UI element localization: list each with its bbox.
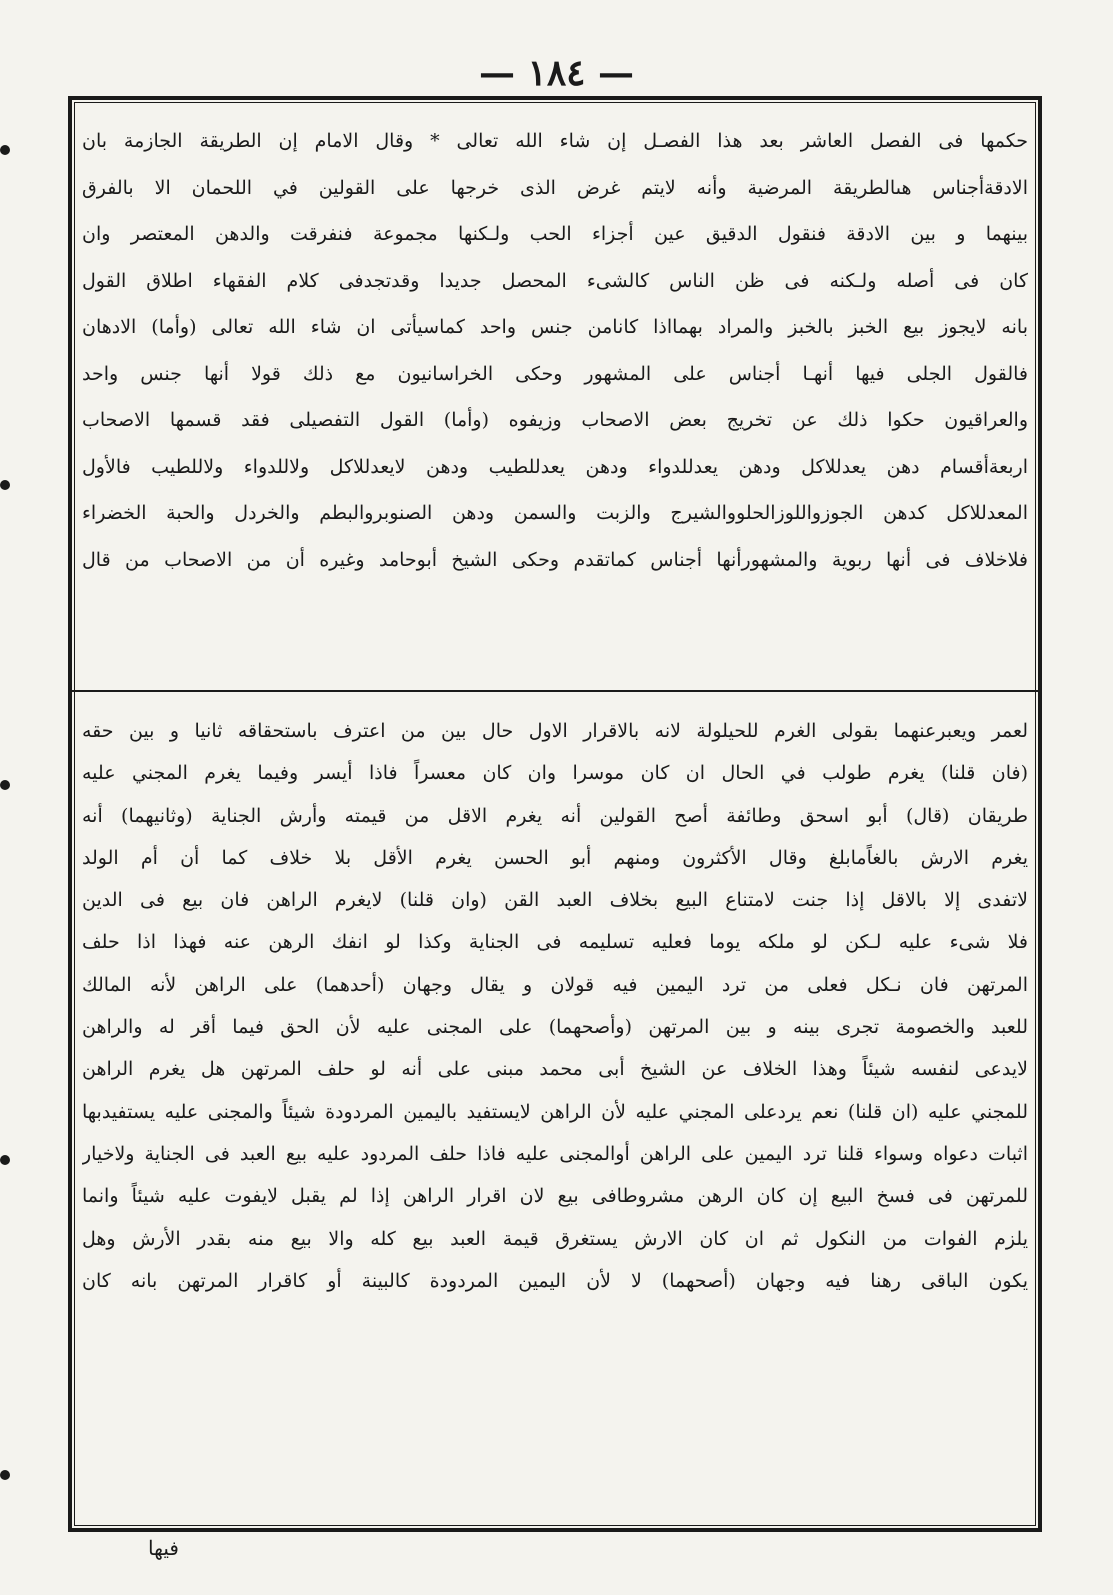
page-frame <box>68 96 1042 1532</box>
text-line: والعراقيون حكوا ذلك عن تخريج بعض الاصحاب وزيفوه (وأما) القول التفصيلى فقد قسمها الاصحاب <box>82 409 1028 431</box>
margin-mark <box>0 480 10 490</box>
text-line: فلا شىء عليه لـكن لو ملكه يوما فعليه تسليمه فى الجناية وكذا لو انفك الرهن عنه فهذا اذا حلف <box>82 931 1028 954</box>
text-line: الادقةأجناس هىالطريقة المرضية وأنه لايتم غرض الذى خرجها على القولين في اللحمان الا بالفرق <box>82 176 1028 199</box>
text-line: يغرم الارش بالغاًمابلغ وقال الأكثرون ومنهم أبو الحسن يغرم الأقل بلا خلاف كما أن أم الولد <box>82 846 1028 869</box>
text-line: المرتهن فان نـكل فعلى من ترد اليمين فيه قولان و يقال وجهان (أحدهما) على الراهن لأنه المالك <box>82 973 1028 996</box>
text-line: فلاخلاف فى أنها ربوية والمشهورأنها أجناس كماتقدم وحكى الشيخ أبوحامد وغيره أن من الاصحاب من قال <box>82 548 1028 571</box>
page-number: — ١٨٤ — <box>478 52 635 94</box>
text-line: (فان قلنا) يغرم طولب في الحال ان كان موسرا وان كان معسراً فاذا أيسر وفيما يغرم المجني عليه <box>82 762 1028 785</box>
text-line: بانه لايجوز بيع الخبز بالخبز والمراد بهمااذا كانامن جنس واحد كماسيأتى ان شاء الله تعالى (وأما) الادهان <box>82 316 1028 338</box>
catchword: فيها <box>148 1536 179 1560</box>
margin-mark <box>0 780 10 790</box>
text-line: للمرتهن فى فسخ البيع إن كان الرهن مشروطافى بيع لان اقرار الراهن إذا لم يقبل لايفوت عليه شيئاً وانما <box>82 1185 1028 1208</box>
text-line: فالقول الجلى فيها أنهـا أجناس على المشهور وحكى الخراسانيون مع ذلك قولا أنها جنس واحد <box>82 362 1028 385</box>
commentary-text-top <box>82 118 1028 678</box>
margin-mark <box>0 1155 10 1165</box>
text-line: للمجني عليه (ان قلنا) نعم يردعلى المجني عليه لأن الراهن لايستفيد باليمين المردودة شيئاً والمجنى عليه يستفيدبها <box>82 1100 1028 1123</box>
text-line: لعمر ويعبرعنهما بقولى الغرم للحيلولة لانه بالاقرار الاول حال بين من اعترف باستحقاقه ثانيا و بين حقه <box>82 720 1028 742</box>
text-line: للعبد والخصومة تجرى بينه و بين المرتهن (وأصحهما) على المجنى عليه لأن الحق فيما أقر له والراهن <box>82 1016 1028 1039</box>
text-line: اربعةأقسام دهن يعدللاكل ودهن يعدللدواء ودهن يعدللطيب ودهن لايعدللاكل ولاللدواء ولاللطيب فالأول <box>82 455 1028 478</box>
margin-mark <box>0 145 10 155</box>
text-line: بينهما و بين الادقة فنقول الدقيق عين أجزاء الحب ولـكنها مجموعة فنفرقت والدهن المعتصر وان <box>82 223 1028 245</box>
text-line: حكمها فى الفصل العاشر بعد هذا الفصـل إن شاء الله تعالى * وقال الامام إن الطريقة الجازمة بان <box>82 130 1028 152</box>
text-line: كان فى أصله ولـكنه فى ظن الناس كالشىء المحصل جديدا وقدتجدفى كلام الفقهاء اطلاق القول <box>82 269 1028 292</box>
text-line: يلزم الفوات من النكول ثم ان كان الارش يستغرق قيمة العبد بيع كله والا بيع منه بقدر الأرش وهل <box>82 1227 1028 1250</box>
text-line: اثبات دعواه وسواء قلنا ترد اليمين على الراهن أوالمجنى عليه فاذا حلف المردود عليه بيع العبد فى الجناية ولاخيار <box>82 1142 1028 1165</box>
margin-mark <box>0 1470 10 1480</box>
text-line: لايدعى لنفسه شيئاً وهذا الخلاف عن الشيخ أبى محمد مبنى على أنه لو حلف المرتهن هل يغرم الراهن <box>82 1058 1028 1081</box>
text-line: لاتفدى إلا بالاقل إذا جنت لامتناع البيع بخلاف العبد القن (وان قلنا) لايغرم الراهن فان بيع فى الدين <box>82 889 1028 912</box>
section-divider <box>72 690 1038 692</box>
text-line: المعدللاكل كدهن الجوزواللوزالحلووالشيرج والزبت والسمن ودهن الصنوبروالبطم والخردل والحبة الخضراء <box>82 502 1028 524</box>
text-line: يكون الباقى رهنا فيه وجهان (أصحهما) لا لأن اليمين المردودة كالبينة أو كاقرار المرتهن بانه كان <box>82 1269 1028 1292</box>
commentary-text-bottom <box>82 710 1028 1510</box>
text-line: طريقان (قال) أبو اسحق وطائفة أصح القولين أنه يغرم الاقل من قيمته وأرش الجناية (وثانيهما) أنه <box>82 804 1028 827</box>
